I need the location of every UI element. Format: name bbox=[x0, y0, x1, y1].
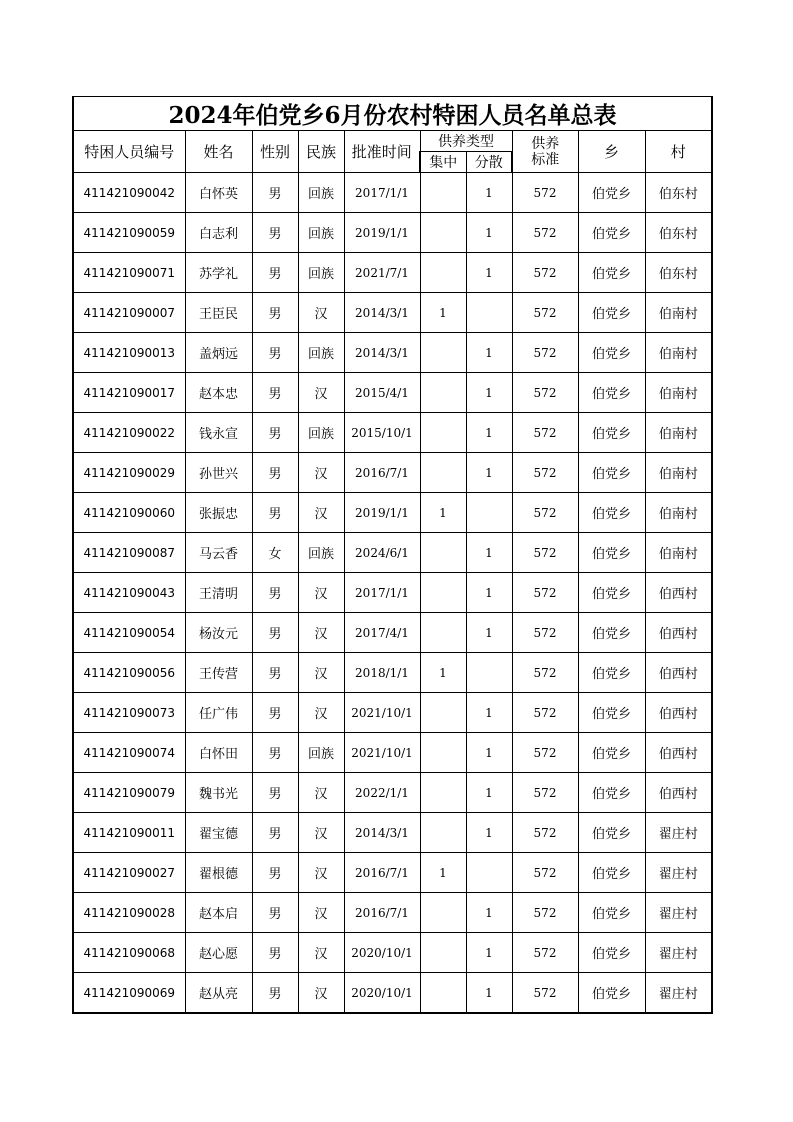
cell-id: 411421090043 bbox=[73, 573, 185, 613]
cell-centralized bbox=[420, 533, 466, 573]
cell-approval-date: 2021/10/1 bbox=[344, 733, 420, 773]
cell-village: 伯西村 bbox=[645, 773, 712, 813]
cell-township: 伯党乡 bbox=[578, 773, 645, 813]
cell-id: 411421090074 bbox=[73, 733, 185, 773]
cell-standard: 572 bbox=[512, 893, 578, 933]
cell-id: 411421090022 bbox=[73, 413, 185, 453]
cell-gender: 男 bbox=[252, 613, 298, 653]
table-row bbox=[73, 253, 712, 293]
cell-gender: 男 bbox=[252, 813, 298, 853]
header-dispersed: 分散 bbox=[466, 152, 512, 173]
cell-ethnicity: 回族 bbox=[298, 533, 344, 573]
cell-village: 伯南村 bbox=[645, 333, 712, 373]
cell-dispersed: 1 bbox=[466, 253, 512, 293]
cell-township: 伯党乡 bbox=[578, 933, 645, 973]
cell-id: 411421090042 bbox=[73, 173, 185, 213]
cell-standard: 572 bbox=[512, 213, 578, 253]
cell-gender: 男 bbox=[252, 933, 298, 973]
cell-standard: 572 bbox=[512, 413, 578, 453]
cell-centralized: 1 bbox=[420, 293, 466, 333]
cell-name: 白怀田 bbox=[185, 733, 252, 773]
cell-standard: 572 bbox=[512, 573, 578, 613]
cell-village: 伯东村 bbox=[645, 173, 712, 213]
table-row bbox=[73, 333, 712, 373]
cell-id: 411421090054 bbox=[73, 613, 185, 653]
cell-ethnicity: 汉 bbox=[298, 693, 344, 733]
cell-name: 钱永宣 bbox=[185, 413, 252, 453]
cell-village: 翟庄村 bbox=[645, 853, 712, 893]
cell-standard: 572 bbox=[512, 813, 578, 853]
header-id: 特困人员编号 bbox=[73, 131, 185, 173]
cell-village: 伯西村 bbox=[645, 693, 712, 733]
cell-centralized: 1 bbox=[420, 653, 466, 693]
cell-village: 伯南村 bbox=[645, 533, 712, 573]
cell-approval-date: 2017/4/1 bbox=[344, 613, 420, 653]
cell-dispersed bbox=[466, 493, 512, 533]
cell-ethnicity: 汉 bbox=[298, 493, 344, 533]
cell-gender: 男 bbox=[252, 893, 298, 933]
cell-gender: 男 bbox=[252, 773, 298, 813]
table-row bbox=[73, 893, 712, 933]
cell-township: 伯党乡 bbox=[578, 653, 645, 693]
cell-name: 盖炳远 bbox=[185, 333, 252, 373]
cell-gender: 男 bbox=[252, 373, 298, 413]
cell-name: 赵本启 bbox=[185, 893, 252, 933]
cell-centralized bbox=[420, 893, 466, 933]
header-standard: 供养标准 bbox=[512, 131, 578, 173]
cell-township: 伯党乡 bbox=[578, 213, 645, 253]
table-row bbox=[73, 573, 712, 613]
cell-id: 411421090071 bbox=[73, 253, 185, 293]
cell-approval-date: 2024/6/1 bbox=[344, 533, 420, 573]
cell-village: 伯西村 bbox=[645, 613, 712, 653]
cell-id: 411421090029 bbox=[73, 453, 185, 493]
cell-township: 伯党乡 bbox=[578, 293, 645, 333]
cell-gender: 男 bbox=[252, 573, 298, 613]
cell-standard: 572 bbox=[512, 773, 578, 813]
cell-approval-date: 2021/10/1 bbox=[344, 693, 420, 733]
cell-name: 王传营 bbox=[185, 653, 252, 693]
cell-standard: 572 bbox=[512, 853, 578, 893]
cell-id: 411421090056 bbox=[73, 653, 185, 693]
cell-standard: 572 bbox=[512, 253, 578, 293]
cell-ethnicity: 汉 bbox=[298, 973, 344, 1014]
cell-township: 伯党乡 bbox=[578, 533, 645, 573]
cell-name: 杨汝元 bbox=[185, 613, 252, 653]
cell-approval-date: 2015/4/1 bbox=[344, 373, 420, 413]
cell-township: 伯党乡 bbox=[578, 333, 645, 373]
header-approval-date: 批准时间 bbox=[344, 131, 420, 173]
cell-village: 伯东村 bbox=[645, 253, 712, 293]
cell-name: 任广伟 bbox=[185, 693, 252, 733]
cell-name: 张振忠 bbox=[185, 493, 252, 533]
cell-standard: 572 bbox=[512, 693, 578, 733]
cell-centralized bbox=[420, 613, 466, 653]
table-row bbox=[73, 493, 712, 533]
cell-name: 赵心愿 bbox=[185, 933, 252, 973]
cell-gender: 男 bbox=[252, 333, 298, 373]
cell-standard: 572 bbox=[512, 533, 578, 573]
cell-ethnicity: 汉 bbox=[298, 293, 344, 333]
cell-id: 411421090011 bbox=[73, 813, 185, 853]
cell-ethnicity: 汉 bbox=[298, 813, 344, 853]
table-row bbox=[73, 693, 712, 733]
cell-dispersed: 1 bbox=[466, 413, 512, 453]
cell-dispersed: 1 bbox=[466, 973, 512, 1014]
cell-village: 翟庄村 bbox=[645, 933, 712, 973]
cell-township: 伯党乡 bbox=[578, 173, 645, 213]
cell-ethnicity: 汉 bbox=[298, 453, 344, 493]
cell-dispersed: 1 bbox=[466, 333, 512, 373]
cell-approval-date: 2014/3/1 bbox=[344, 293, 420, 333]
cell-centralized bbox=[420, 973, 466, 1014]
cell-township: 伯党乡 bbox=[578, 893, 645, 933]
cell-id: 411421090059 bbox=[73, 213, 185, 253]
table-row bbox=[73, 853, 712, 893]
roster-table bbox=[72, 96, 713, 1014]
cell-ethnicity: 回族 bbox=[298, 333, 344, 373]
cell-approval-date: 2017/1/1 bbox=[344, 173, 420, 213]
cell-id: 411421090069 bbox=[73, 973, 185, 1014]
cell-id: 411421090027 bbox=[73, 853, 185, 893]
cell-standard: 572 bbox=[512, 973, 578, 1014]
cell-ethnicity: 汉 bbox=[298, 853, 344, 893]
cell-gender: 男 bbox=[252, 293, 298, 333]
cell-approval-date: 2022/1/1 bbox=[344, 773, 420, 813]
cell-approval-date: 2016/7/1 bbox=[344, 853, 420, 893]
cell-approval-date: 2019/1/1 bbox=[344, 493, 420, 533]
cell-ethnicity: 汉 bbox=[298, 893, 344, 933]
table-row bbox=[73, 413, 712, 453]
cell-centralized bbox=[420, 213, 466, 253]
cell-township: 伯党乡 bbox=[578, 253, 645, 293]
cell-standard: 572 bbox=[512, 453, 578, 493]
cell-township: 伯党乡 bbox=[578, 613, 645, 653]
cell-name: 魏书光 bbox=[185, 773, 252, 813]
cell-gender: 男 bbox=[252, 493, 298, 533]
cell-approval-date: 2021/7/1 bbox=[344, 253, 420, 293]
cell-village: 伯西村 bbox=[645, 653, 712, 693]
cell-village: 伯南村 bbox=[645, 373, 712, 413]
cell-name: 翟宝德 bbox=[185, 813, 252, 853]
cell-gender: 男 bbox=[252, 733, 298, 773]
table-row bbox=[73, 173, 712, 213]
cell-standard: 572 bbox=[512, 293, 578, 333]
cell-centralized bbox=[420, 453, 466, 493]
cell-centralized bbox=[420, 573, 466, 613]
table-row bbox=[73, 613, 712, 653]
cell-village: 翟庄村 bbox=[645, 813, 712, 853]
cell-gender: 男 bbox=[252, 453, 298, 493]
cell-standard: 572 bbox=[512, 173, 578, 213]
cell-centralized bbox=[420, 173, 466, 213]
table-row bbox=[73, 813, 712, 853]
table-row bbox=[73, 373, 712, 413]
cell-township: 伯党乡 bbox=[578, 413, 645, 453]
cell-standard: 572 bbox=[512, 613, 578, 653]
cell-village: 伯东村 bbox=[645, 213, 712, 253]
cell-name: 孙世兴 bbox=[185, 453, 252, 493]
cell-centralized bbox=[420, 333, 466, 373]
cell-ethnicity: 汉 bbox=[298, 613, 344, 653]
page-title: 2024年伯党乡6月份农村特困人员名单总表 bbox=[73, 97, 712, 131]
table-row bbox=[73, 773, 712, 813]
cell-township: 伯党乡 bbox=[578, 573, 645, 613]
cell-village: 伯南村 bbox=[645, 493, 712, 533]
cell-dispersed bbox=[466, 653, 512, 693]
cell-ethnicity: 汉 bbox=[298, 933, 344, 973]
cell-id: 411421090079 bbox=[73, 773, 185, 813]
cell-centralized: 1 bbox=[420, 853, 466, 893]
cell-centralized: 1 bbox=[420, 493, 466, 533]
cell-centralized bbox=[420, 253, 466, 293]
cell-village: 伯南村 bbox=[645, 453, 712, 493]
cell-approval-date: 2020/10/1 bbox=[344, 973, 420, 1014]
cell-township: 伯党乡 bbox=[578, 733, 645, 773]
cell-approval-date: 2015/10/1 bbox=[344, 413, 420, 453]
header-support-type: 供养类型 bbox=[420, 131, 512, 152]
cell-standard: 572 bbox=[512, 933, 578, 973]
cell-centralized bbox=[420, 693, 466, 733]
cell-township: 伯党乡 bbox=[578, 813, 645, 853]
cell-id: 411421090073 bbox=[73, 693, 185, 733]
table-row bbox=[73, 453, 712, 493]
cell-gender: 男 bbox=[252, 173, 298, 213]
cell-standard: 572 bbox=[512, 333, 578, 373]
cell-centralized bbox=[420, 373, 466, 413]
cell-name: 翟根德 bbox=[185, 853, 252, 893]
cell-id: 411421090028 bbox=[73, 893, 185, 933]
cell-township: 伯党乡 bbox=[578, 853, 645, 893]
table-row bbox=[73, 533, 712, 573]
cell-dispersed bbox=[466, 853, 512, 893]
cell-centralized bbox=[420, 813, 466, 853]
cell-centralized bbox=[420, 933, 466, 973]
cell-name: 马云香 bbox=[185, 533, 252, 573]
cell-dispersed: 1 bbox=[466, 373, 512, 413]
cell-dispersed: 1 bbox=[466, 573, 512, 613]
table-row bbox=[73, 973, 712, 1014]
cell-dispersed: 1 bbox=[466, 693, 512, 733]
cell-gender: 女 bbox=[252, 533, 298, 573]
cell-township: 伯党乡 bbox=[578, 493, 645, 533]
cell-approval-date: 2014/3/1 bbox=[344, 813, 420, 853]
table-row bbox=[73, 653, 712, 693]
table-row bbox=[73, 733, 712, 773]
cell-id: 411421090087 bbox=[73, 533, 185, 573]
cell-name: 白怀英 bbox=[185, 173, 252, 213]
cell-ethnicity: 回族 bbox=[298, 253, 344, 293]
cell-centralized bbox=[420, 773, 466, 813]
cell-ethnicity: 回族 bbox=[298, 733, 344, 773]
cell-ethnicity: 回族 bbox=[298, 213, 344, 253]
cell-ethnicity: 回族 bbox=[298, 413, 344, 453]
cell-name: 王臣民 bbox=[185, 293, 252, 333]
cell-approval-date: 2016/7/1 bbox=[344, 893, 420, 933]
table-row bbox=[73, 933, 712, 973]
cell-village: 伯南村 bbox=[645, 413, 712, 453]
cell-gender: 男 bbox=[252, 253, 298, 293]
table-row bbox=[73, 293, 712, 333]
cell-township: 伯党乡 bbox=[578, 373, 645, 413]
cell-centralized bbox=[420, 413, 466, 453]
header-village: 村 bbox=[645, 131, 712, 173]
cell-gender: 男 bbox=[252, 853, 298, 893]
cell-ethnicity: 汉 bbox=[298, 653, 344, 693]
cell-dispersed: 1 bbox=[466, 893, 512, 933]
cell-gender: 男 bbox=[252, 693, 298, 733]
cell-township: 伯党乡 bbox=[578, 693, 645, 733]
header-name: 姓名 bbox=[185, 131, 252, 173]
cell-ethnicity: 汉 bbox=[298, 373, 344, 413]
cell-ethnicity: 回族 bbox=[298, 173, 344, 213]
cell-gender: 男 bbox=[252, 413, 298, 453]
cell-approval-date: 2020/10/1 bbox=[344, 933, 420, 973]
header-township: 乡 bbox=[578, 131, 645, 173]
cell-id: 411421090068 bbox=[73, 933, 185, 973]
cell-name: 白志利 bbox=[185, 213, 252, 253]
cell-id: 411421090060 bbox=[73, 493, 185, 533]
cell-village: 伯西村 bbox=[645, 733, 712, 773]
cell-standard: 572 bbox=[512, 733, 578, 773]
cell-approval-date: 2019/1/1 bbox=[344, 213, 420, 253]
cell-standard: 572 bbox=[512, 373, 578, 413]
cell-dispersed: 1 bbox=[466, 613, 512, 653]
cell-dispersed: 1 bbox=[466, 213, 512, 253]
cell-township: 伯党乡 bbox=[578, 453, 645, 493]
cell-approval-date: 2016/7/1 bbox=[344, 453, 420, 493]
cell-name: 赵本忠 bbox=[185, 373, 252, 413]
cell-approval-date: 2014/3/1 bbox=[344, 333, 420, 373]
table-row bbox=[73, 213, 712, 253]
cell-standard: 572 bbox=[512, 653, 578, 693]
cell-village: 翟庄村 bbox=[645, 893, 712, 933]
cell-village: 翟庄村 bbox=[645, 973, 712, 1014]
cell-standard: 572 bbox=[512, 493, 578, 533]
cell-id: 411421090017 bbox=[73, 373, 185, 413]
cell-name: 赵从亮 bbox=[185, 973, 252, 1014]
cell-dispersed: 1 bbox=[466, 733, 512, 773]
cell-gender: 男 bbox=[252, 213, 298, 253]
header-gender: 性别 bbox=[252, 131, 298, 173]
cell-approval-date: 2018/1/1 bbox=[344, 653, 420, 693]
header-ethnicity: 民族 bbox=[298, 131, 344, 173]
cell-ethnicity: 汉 bbox=[298, 573, 344, 613]
cell-centralized bbox=[420, 733, 466, 773]
cell-name: 王清明 bbox=[185, 573, 252, 613]
cell-village: 伯西村 bbox=[645, 573, 712, 613]
cell-id: 411421090013 bbox=[73, 333, 185, 373]
cell-approval-date: 2017/1/1 bbox=[344, 573, 420, 613]
header-centralized: 集中 bbox=[420, 152, 466, 173]
cell-dispersed: 1 bbox=[466, 173, 512, 213]
cell-name: 苏学礼 bbox=[185, 253, 252, 293]
cell-dispersed bbox=[466, 293, 512, 333]
cell-id: 411421090007 bbox=[73, 293, 185, 333]
cell-dispersed: 1 bbox=[466, 533, 512, 573]
cell-ethnicity: 汉 bbox=[298, 773, 344, 813]
cell-gender: 男 bbox=[252, 973, 298, 1014]
cell-township: 伯党乡 bbox=[578, 973, 645, 1014]
cell-dispersed: 1 bbox=[466, 933, 512, 973]
cell-dispersed: 1 bbox=[466, 453, 512, 493]
cell-village: 伯南村 bbox=[645, 293, 712, 333]
cell-gender: 男 bbox=[252, 653, 298, 693]
cell-dispersed: 1 bbox=[466, 773, 512, 813]
cell-dispersed: 1 bbox=[466, 813, 512, 853]
